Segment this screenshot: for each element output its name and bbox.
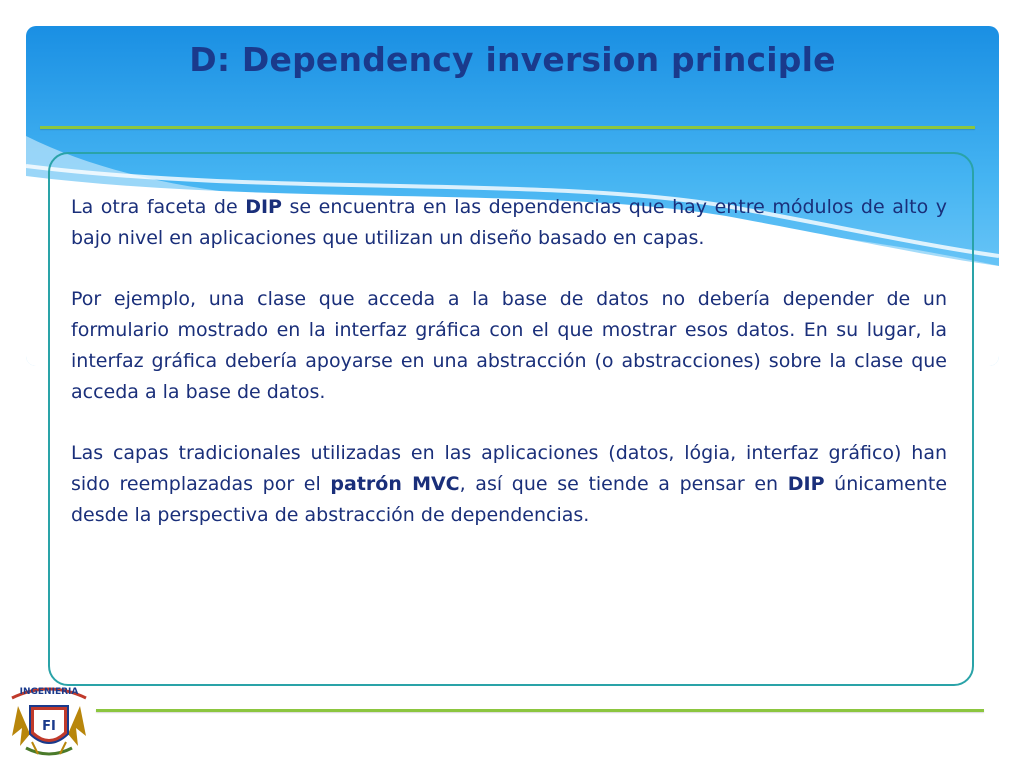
- paragraph-text: Las capas tradicionales utilizadas en las aplicaciones (datos, lógia, interfaz gráfico) han sido reemplazadas por el: [71, 442, 947, 495]
- bold-term: patrón MVC: [330, 473, 460, 495]
- footer-line: [96, 709, 984, 712]
- paragraph-text: únicamente desde la perspectiva de abstracción de dependencias.: [71, 473, 948, 526]
- bold-term: DIP: [787, 473, 825, 495]
- slide-title: D: Dependency inversion principle: [189, 40, 836, 79]
- paragraph-text: , así que se tiende a pensar en: [459, 473, 788, 495]
- logo-text: INGENIERIA: [19, 687, 79, 697]
- title-underline: [40, 126, 975, 129]
- faculty-of-engineering-logo-icon: [8, 676, 90, 762]
- body-text: [71, 192, 947, 561]
- paragraph-3: [71, 438, 947, 531]
- paragraph-2: [71, 284, 947, 408]
- bold-term: DIP: [245, 196, 282, 218]
- paragraph-1: [71, 192, 947, 254]
- logo-initials: FI: [42, 719, 56, 734]
- paragraph-text: se encuentra en las dependencias que hay entre módulos de alto y bajo nivel en aplicaciones que utilizan un diseño basado en capas.: [71, 196, 947, 249]
- paragraph-text: Por ejemplo, una clase que acceda a la base de datos no debería depender de un formulario mostrado en la interfaz gráfica con el que mostrar esos datos. En su lugar, la interfaz gráfica debería apoyarse en una abstracción (o abstracciones) sobre la clase que acceda a la base de datos.: [71, 288, 947, 403]
- paragraph-text: La otra faceta de: [71, 196, 246, 218]
